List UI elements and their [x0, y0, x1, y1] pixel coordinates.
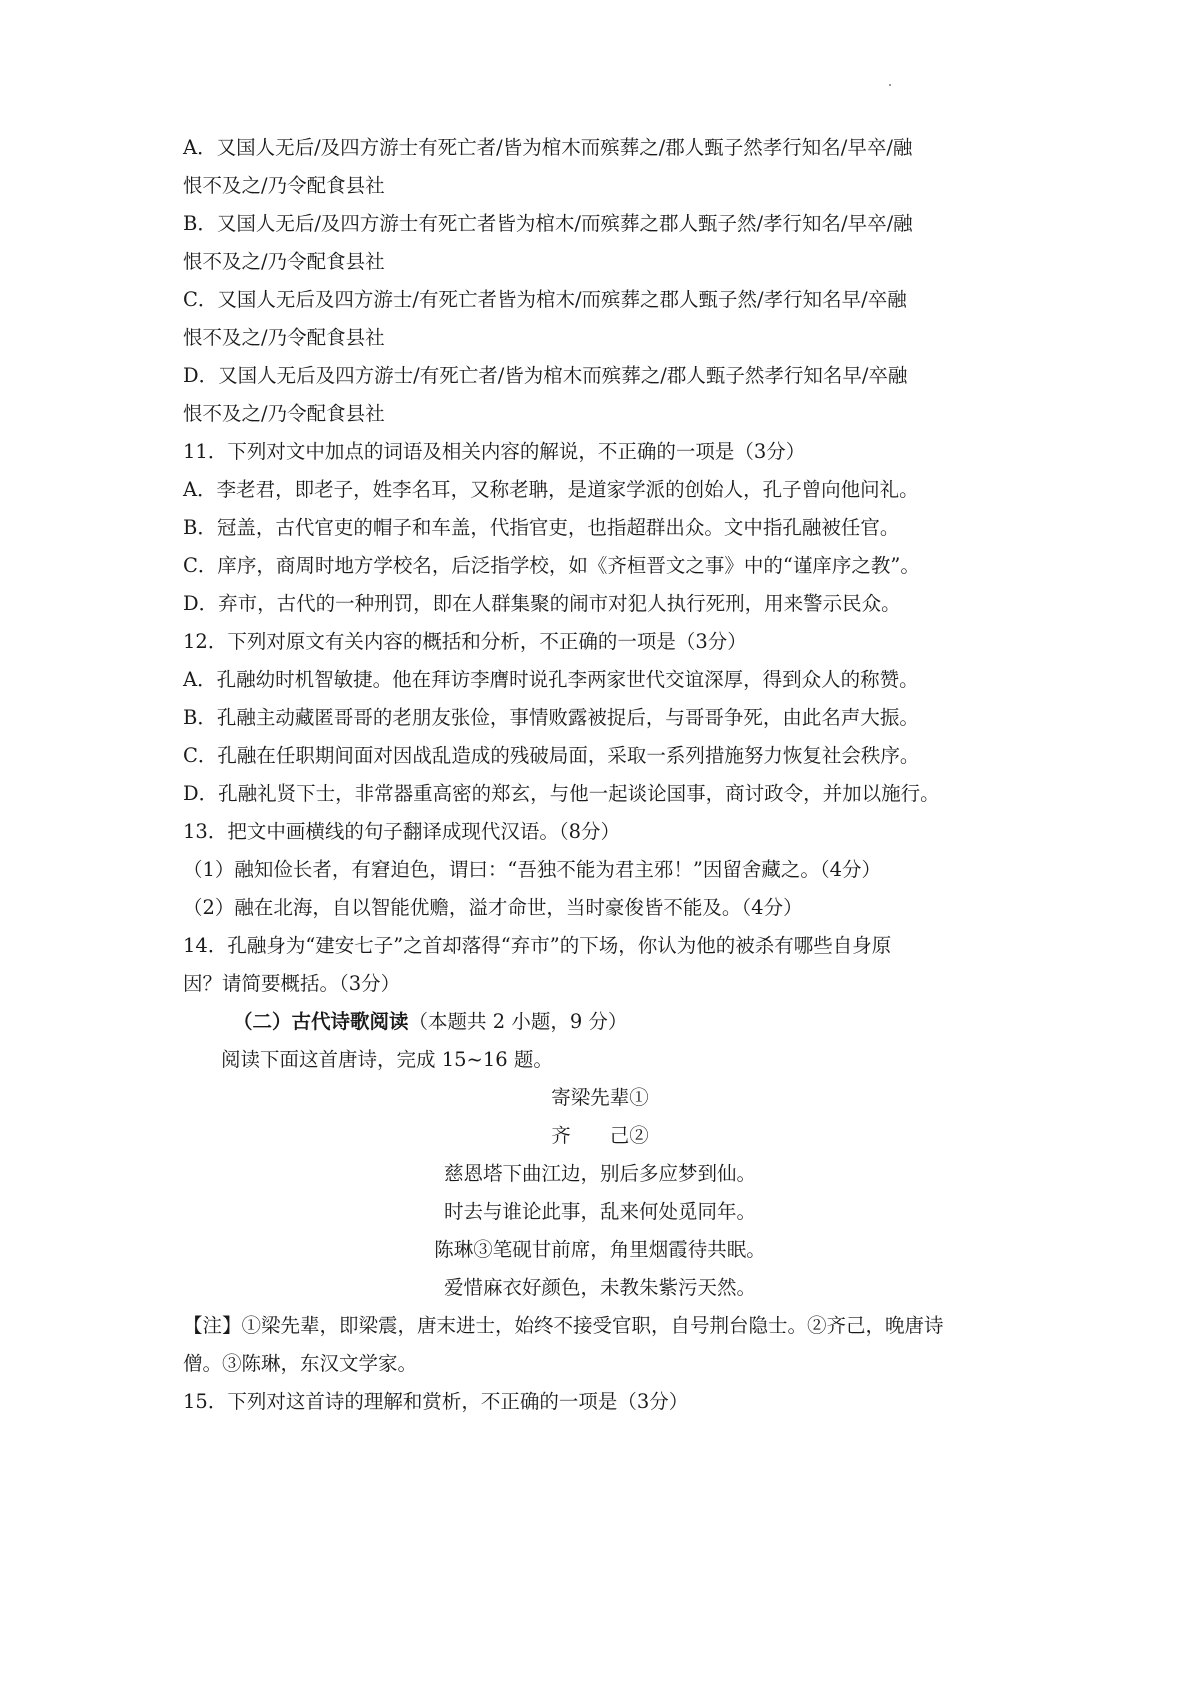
q13-item-2: （2）融在北海，自以智能优赡，溢才命世，当时豪俊皆不能及。（4分） [183, 896, 803, 919]
section2-heading-rest: （本题共 2 小题，9 分） [408, 1010, 628, 1033]
q13-item-1: （1）融知俭长者，有窘迫色，谓曰：“吾独不能为君主邪！”因留舍藏之。（4分） [183, 858, 882, 881]
section2-instruction: 阅读下面这首唐诗，完成 15~16 题。 [221, 1048, 553, 1071]
q10-option-a-line1: A．又国人无后/及四方游士有死亡者/皆为棺木而殡葬之/郡人甄子然孝行知名/早卒/融 [183, 136, 913, 159]
q10-option-c-line1: C．又国人无后及四方游士/有死亡者皆为棺木/而殡葬之郡人甄子然/孝行知名早/卒融 [183, 288, 907, 311]
poem-note-line1: 【注】①梁先辈，即梁震，唐末进士，始终不接受官职，自号荆台隐士。②齐己，晚唐诗 [183, 1314, 944, 1337]
poem-title: 寄梁先辈① [551, 1086, 649, 1109]
poem-line-1: 慈恩塔下曲江边，别后多应梦到仙。 [443, 1162, 756, 1185]
q12-option-b: B．孔融主动藏匿哥哥的老朋友张俭，事情败露被捉后，与哥哥争死，由此名声大振。 [183, 706, 919, 729]
poem-line-4: 爱惜麻衣好颜色，未教朱紫污天然。 [443, 1276, 756, 1299]
q10-option-d-line2: 恨不及之/乃令配食县社 [183, 402, 385, 425]
q10-option-a-line2: 恨不及之/乃令配食县社 [183, 174, 385, 197]
q11-option-d: D．弃市，古代的一种刑罚，即在人群集聚的闹市对犯人执行死刑，用来警示民众。 [183, 592, 901, 615]
poem-line-3: 陈琳③笔砚甘前席，角里烟霞待共眠。 [434, 1238, 766, 1261]
q11-option-c: C．庠序，商周时地方学校名，后泛指学校，如《齐桓晋文之事》中的“谨庠序之教”。 [183, 554, 920, 577]
page-mark [889, 84, 891, 86]
q12-option-d: D．孔融礼贤下士，非常器重高密的郑玄，与他一起谈论国事，商讨政令，并加以施行。 [183, 782, 940, 805]
q12-option-c: C．孔融在任职期间面对因战乱造成的残破局面，采取一系列措施努力恢复社会秩序。 [183, 744, 920, 767]
section2-heading [233, 1009, 1093, 1035]
q10-option-b-line1: B．又国人无后/及四方游士有死亡者皆为棺木/而殡葬之郡人甄子然/孝行知名/早卒/融 [183, 212, 913, 235]
q14-line2: 因？请简要概括。（3分） [183, 972, 401, 995]
section2-heading-bold: （二）古代诗歌阅读 [233, 1010, 409, 1033]
poem-author: 齐 己② [551, 1124, 649, 1147]
q11-option-a: A．李老君，即老子，姓李名耳，又称老聃，是道家学派的创始人，孔子曾向他问礼。 [183, 478, 919, 501]
q10-option-c-line2: 恨不及之/乃令配食县社 [183, 326, 385, 349]
q10-option-d-line1: D．又国人无后及四方游士/有死亡者/皆为棺木而殡葬之/郡人甄子然孝行知名早/卒融 [183, 364, 908, 387]
q14-line1: 14．孔融身为“建安七子”之首却落得“弃市”的下场，你认为他的被杀有哪些自身原 [183, 934, 892, 957]
poem-note-line2: 僧。③陈琳，东汉文学家。 [183, 1352, 418, 1375]
q12-stem: 12．下列对原文有关内容的概括和分析，不正确的一项是（3分） [183, 630, 747, 653]
q13-stem: 13．把文中画横线的句子翻译成现代汉语。（8分） [183, 820, 620, 843]
poem-line-2: 时去与谁论此事，乱来何处觅同年。 [443, 1200, 756, 1223]
q15-stem: 15．下列对这首诗的理解和赏析，不正确的一项是（3分） [183, 1390, 689, 1413]
q12-option-a: A．孔融幼时机智敏捷。他在拜访李膺时说孔李两家世代交谊深厚，得到众人的称赞。 [183, 668, 919, 691]
q11-option-b: B．冠盖，古代官吏的帽子和车盖，代指官吏，也指超群出众。文中指孔融被任官。 [183, 516, 900, 539]
q10-option-b-line2: 恨不及之/乃令配食县社 [183, 250, 385, 273]
q11-stem: 11．下列对文中加点的词语及相关内容的解说，不正确的一项是（3分） [183, 440, 806, 463]
